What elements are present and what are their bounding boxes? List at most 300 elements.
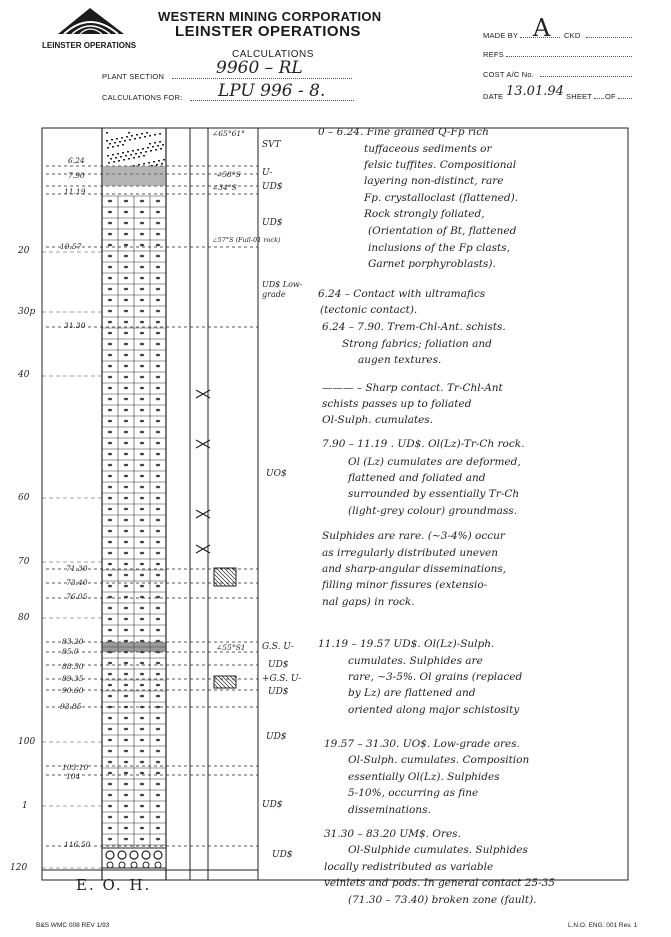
depth-label: 6.24: [68, 156, 85, 165]
olivine-grain: [108, 398, 112, 401]
olivine-grain: [124, 563, 128, 566]
sediment-speck: [143, 155, 145, 157]
olivine-grain: [140, 211, 144, 214]
olivine-grain: [108, 574, 112, 577]
olivine-grain: [156, 794, 160, 797]
olivine-grain: [140, 343, 144, 346]
sediment-speck: [141, 133, 143, 135]
olivine-grain: [156, 574, 160, 577]
note-line: cumulates. Sulphides are: [348, 655, 483, 667]
note-line: nal gaps) in rock.: [322, 596, 415, 608]
olivine-grain: [140, 673, 144, 676]
calculations-heading: CALCULATIONS: [232, 49, 314, 60]
sediment-speck: [124, 140, 126, 142]
unit-label: UO$: [266, 469, 287, 479]
olivine-grain: [156, 783, 160, 786]
olivine-grain: [108, 717, 112, 720]
note-line: ——— – Sharp contact. Tr-Chl-Ant: [322, 382, 503, 394]
olivine-grain: [108, 794, 112, 797]
sediment-speck: [153, 161, 155, 163]
sediment-speck: [107, 155, 109, 157]
olivine-grain: [156, 211, 160, 214]
sediment-speck: [110, 158, 112, 160]
olivine-grain: [108, 838, 112, 841]
olivine-grain: [156, 728, 160, 731]
olivine-grain: [140, 464, 144, 467]
olivine-grain: [108, 200, 112, 203]
olivine-grain: [156, 409, 160, 412]
olivine-grain: [108, 321, 112, 324]
sediment-speck: [128, 158, 130, 160]
olivine-grain: [124, 673, 128, 676]
note-line: essentially Ol(Lz). Sulphides: [348, 771, 500, 783]
olivine-grain: [156, 541, 160, 544]
sediment-speck: [163, 159, 165, 161]
note-line: 31.30 – 83.20 UM$. Ores.: [324, 828, 461, 840]
olivine-grain: [156, 695, 160, 698]
olivine-grain: [140, 442, 144, 445]
scale-label: 30p: [18, 307, 36, 317]
olivine-grain: [124, 497, 128, 500]
unit-label: UD$ Low-grade: [262, 280, 303, 299]
olivine-grain: [108, 618, 112, 621]
sediment-speck: [121, 137, 123, 139]
olivine-grain: [156, 563, 160, 566]
unit-label: UD$: [268, 660, 289, 670]
olivine-grain: [108, 277, 112, 280]
date-value: 13.01.94: [506, 84, 564, 99]
olivine-grain: [140, 519, 144, 522]
olivine-grain: [124, 684, 128, 687]
note-line: Sulphides are rare. (~3-4%) occur: [322, 530, 505, 542]
olivine-grain: [108, 761, 112, 764]
sediment-speck: [148, 162, 150, 164]
olivine-grain: [156, 750, 160, 753]
olivine-grain: [140, 618, 144, 621]
scale-label: 1: [22, 801, 28, 811]
olivine-grain: [108, 343, 112, 346]
plant-section-value: 9960 – RL: [216, 58, 303, 78]
olivine-grain: [140, 783, 144, 786]
olivine-grain: [108, 266, 112, 269]
sediment-speck: [122, 152, 124, 154]
sediment-speck: [160, 148, 162, 150]
olivine-grain: [140, 409, 144, 412]
depth-label: 31.30: [64, 321, 86, 330]
olivine-grain: [108, 816, 112, 819]
angle-label: ∠58°S: [216, 170, 241, 179]
sediment-speck: [155, 149, 157, 151]
olivine-grain: [140, 772, 144, 775]
olivine-grain: [124, 728, 128, 731]
olivine-grain: [124, 552, 128, 555]
olivine-grain: [156, 662, 160, 665]
sediment-speck: [112, 154, 114, 156]
olivine-grain: [124, 739, 128, 742]
scale-label: 40: [18, 370, 30, 380]
olivine-grain: [140, 761, 144, 764]
olivine-grain: [108, 728, 112, 731]
olivine-grain: [140, 387, 144, 390]
olivine-grain: [124, 354, 128, 357]
sediment-speck: [136, 134, 138, 136]
note-line: Garnet porphyroblasts).: [368, 258, 496, 270]
olivine-grain: [156, 739, 160, 742]
olivine-grain: [108, 739, 112, 742]
olivine-grain: [124, 662, 128, 665]
olivine-grain: [108, 288, 112, 291]
unit-label: +G.S. U-: [262, 674, 302, 684]
note-line: by Lz) are flattened and: [348, 687, 476, 699]
sediment-speck: [158, 160, 160, 162]
olivine-grain: [124, 530, 128, 533]
olivine-grain: [156, 376, 160, 379]
olivine-grain: [140, 574, 144, 577]
olivine-grain: [108, 409, 112, 412]
sediment-speck: [122, 144, 124, 146]
sediment-speck: [159, 141, 161, 143]
olivine-grain: [124, 255, 128, 258]
olivine-grain: [140, 563, 144, 566]
olivine-grain: [108, 662, 112, 665]
olivine-grain: [140, 486, 144, 489]
olivine-grain: [124, 222, 128, 225]
sediment-speck: [145, 151, 147, 153]
angle-label: ∠57°S (Full-01 rock): [212, 236, 281, 244]
olivine-grain: [124, 816, 128, 819]
olivine-grain: [108, 805, 112, 808]
olivine-grain: [124, 827, 128, 830]
sediment-speck: [125, 155, 127, 157]
olivine-grain: [124, 519, 128, 522]
logo-caption: LEINSTER OPERATIONS: [42, 41, 137, 50]
olivine-grain: [156, 453, 160, 456]
olivine-grain: [156, 805, 160, 808]
fault-hatch: [214, 578, 222, 586]
olivine-grain: [156, 585, 160, 588]
note-line: rare, ~3-5%. Ol grains (replaced: [348, 671, 523, 683]
note-line: locally redistributed as variable: [324, 861, 494, 873]
note-line: Rock strongly foliated,: [364, 208, 485, 220]
olivine-grain: [140, 354, 144, 357]
olivine-grain: [140, 552, 144, 555]
olivine-grain: [156, 486, 160, 489]
fault-hatch: [226, 676, 236, 686]
olivine-grain: [140, 376, 144, 379]
olivine-grain: [156, 717, 160, 720]
olivine-grain: [124, 442, 128, 445]
olivine-grain: [124, 475, 128, 478]
sediment-speck: [154, 142, 156, 144]
depth-label: 85.0: [62, 647, 79, 656]
olivine-grain: [108, 299, 112, 302]
olivine-grain: [140, 365, 144, 368]
olivine-grain: [124, 794, 128, 797]
olivine-grain: [108, 442, 112, 445]
olivine-grain: [140, 508, 144, 511]
calc-for-label: CALCULATIONS FOR:: [102, 93, 183, 102]
depth-label: 88.50: [62, 662, 84, 671]
note-line: 6.24 – 7.90. Trem-Chl-Ant. schists.: [322, 321, 506, 333]
olivine-grain: [124, 343, 128, 346]
note-line: Fp. crystalloclast (flattened).: [364, 192, 519, 204]
olivine-grain: [124, 541, 128, 544]
olivine-grain: [124, 453, 128, 456]
olivine-grain: [156, 266, 160, 269]
sediment-speck: [161, 163, 163, 165]
olivine-grain: [124, 761, 128, 764]
olivine-grain: [140, 530, 144, 533]
sediment-speck: [126, 136, 128, 138]
olivine-grain: [108, 387, 112, 390]
olivine-grain: [156, 398, 160, 401]
olivine-grain: [156, 475, 160, 478]
olivine-grain: [156, 827, 160, 830]
depth-label: 19.57: [60, 242, 82, 251]
olivine-grain: [124, 376, 128, 379]
olivine-grain: [108, 420, 112, 423]
sediment-speck: [131, 135, 133, 137]
sediment-speck: [138, 164, 140, 166]
olivine-grain: [156, 431, 160, 434]
depth-label: 71.30: [66, 564, 88, 573]
olivine-grain: [124, 783, 128, 786]
sheet-label: SHEET: [566, 92, 593, 101]
note-line: Strong fabrics; foliation and: [342, 338, 492, 350]
olivine-grain: [140, 805, 144, 808]
unit-label: G.S. U-: [262, 642, 294, 652]
olivine-grain: [108, 255, 112, 258]
sediment-speck: [118, 160, 120, 162]
olivine-grain: [156, 464, 160, 467]
sediment-speck: [150, 150, 152, 152]
operation-name: LEINSTER OPERATIONS: [175, 23, 361, 40]
ckd-label: CKD: [564, 31, 581, 40]
unit-label: UD$: [262, 218, 283, 228]
olivine-grain: [124, 431, 128, 434]
angle-label: ∠34°S: [212, 183, 237, 192]
olivine-grain: [108, 211, 112, 214]
olivine-grain: [140, 739, 144, 742]
scale-label: 20: [18, 246, 30, 256]
note-line: as irregularly distributed uneven: [322, 547, 499, 559]
sediment-speck: [139, 137, 141, 139]
olivine-grain: [124, 618, 128, 621]
olivine-grain: [108, 750, 112, 753]
olivine-grain: [156, 354, 160, 357]
olivine-grain: [156, 233, 160, 236]
olivine-grain: [108, 497, 112, 500]
note-line: 6.24 – Contact with ultramafics: [318, 288, 486, 300]
note-line: 7.90 – 11.19 . UD$. Ol(Lz)-Tr-Ch rock.: [322, 438, 525, 450]
olivine-grain: [140, 244, 144, 247]
olivine-grain: [124, 299, 128, 302]
note-line: Ol-Sulph. cumulates.: [322, 414, 434, 426]
olivine-grain: [124, 233, 128, 236]
olivine-grain: [140, 695, 144, 698]
scale-label: 70: [18, 557, 30, 567]
olivine-grain: [156, 772, 160, 775]
olivine-grain: [156, 299, 160, 302]
olivine-grain: [124, 387, 128, 390]
olivine-grain: [140, 266, 144, 269]
olivine-grain: [108, 783, 112, 786]
sediment-speck: [143, 163, 145, 165]
olivine-grain: [140, 607, 144, 610]
note-line: 0 – 6.24. Fine grained Q-Fp rich: [318, 126, 489, 138]
sediment-speck: [138, 156, 140, 158]
olivine-grain: [156, 387, 160, 390]
unit-label: UD$: [272, 850, 293, 860]
note-line: and sharp-angular disseminations,: [322, 563, 507, 575]
angle-label: ∠65°61°: [212, 129, 245, 138]
fault-hatch: [216, 568, 234, 586]
footer-form-code: B&S WMC 008 REV 1/93: [36, 922, 110, 929]
olivine-grain: [124, 695, 128, 698]
olivine-grain: [108, 453, 112, 456]
olivine-grain: [108, 464, 112, 467]
fault-hatch: [220, 568, 236, 584]
sediment-speck: [146, 132, 148, 134]
olivine-grain: [140, 728, 144, 731]
olivine-grain: [108, 772, 112, 775]
olivine-grain: [108, 585, 112, 588]
depth-label: 11.19: [64, 187, 86, 196]
unit-label: UD$: [262, 800, 283, 810]
note-line: tuffaceous sediments or: [364, 143, 492, 155]
depth-label: 83.20: [62, 637, 84, 646]
scale-label: 120: [10, 863, 28, 873]
sediment-speck: [132, 150, 134, 152]
olivine-grain: [140, 277, 144, 280]
end-of-hole-label: E. O. H.: [76, 876, 152, 894]
note-line: 19.57 – 31.30. UO$. Low-grade ores.: [324, 738, 520, 750]
sediment-speck: [120, 156, 122, 158]
olivine-grain: [124, 332, 128, 335]
sediment-speck: [157, 145, 159, 147]
olivine-grain: [156, 343, 160, 346]
depth-label: 103.10: [62, 763, 89, 772]
olivine-grain: [124, 717, 128, 720]
olivine-grain: [124, 244, 128, 247]
olivine-grain: [124, 288, 128, 291]
sediment-speck: [127, 151, 129, 153]
olivine-grain: [156, 816, 160, 819]
olivine-grain: [156, 442, 160, 445]
olivine-grain: [108, 244, 112, 247]
sediment-speck: [144, 136, 146, 138]
sediment-speck: [112, 146, 114, 148]
olivine-grain: [108, 827, 112, 830]
sediment-speck: [137, 149, 139, 151]
olivine-grain: [156, 244, 160, 247]
note-line: Ol (Lz) cumulates are deformed,: [348, 456, 521, 468]
olivine-grain: [140, 475, 144, 478]
sediment-speck: [142, 148, 144, 150]
depth-label: 7.90: [68, 171, 85, 180]
olivine-grain: [140, 431, 144, 434]
olivine-grain: [140, 684, 144, 687]
olivine-grain: [108, 431, 112, 434]
olivine-grain: [124, 629, 128, 632]
sediment-speck: [135, 153, 137, 155]
olivine-grain: [124, 200, 128, 203]
sediment-speck: [114, 142, 116, 144]
unit-label: U-: [262, 168, 273, 178]
olivine-grain: [108, 475, 112, 478]
olivine-grain: [124, 420, 128, 423]
olivine-grain: [108, 222, 112, 225]
olivine-grain: [124, 486, 128, 489]
olivine-grain: [156, 508, 160, 511]
unit-label: SVT: [262, 140, 281, 150]
sediment-speck: [128, 132, 130, 134]
note-line: felsic tuffites. Compositional: [364, 159, 517, 171]
fault-zone-box: [214, 676, 236, 688]
olivine-grain: [140, 299, 144, 302]
sediment-speck: [115, 157, 117, 159]
olivine-grain: [108, 365, 112, 368]
olivine-grain: [124, 574, 128, 577]
sediment-speck: [147, 147, 149, 149]
olivine-grain: [140, 585, 144, 588]
olivine-grain: [108, 684, 112, 687]
olivine-grain: [140, 255, 144, 258]
olivine-grain: [140, 420, 144, 423]
olivine-grain: [156, 200, 160, 203]
olivine-grain: [156, 420, 160, 423]
sediment-speck: [133, 157, 135, 159]
olivine-grain: [140, 222, 144, 225]
of-label: OF: [605, 92, 616, 101]
olivine-grain: [156, 288, 160, 291]
olivine-grain: [108, 530, 112, 533]
olivine-grain: [108, 673, 112, 676]
olivine-grain: [124, 211, 128, 214]
olivine-grain: [108, 354, 112, 357]
olivine-grain: [156, 497, 160, 500]
olivine-grain: [140, 310, 144, 313]
olivine-grain: [140, 794, 144, 797]
olivine-grain: [124, 365, 128, 368]
note-line: oriented along major schistosity: [348, 704, 520, 716]
olivine-grain: [124, 772, 128, 775]
olivine-grain: [156, 365, 160, 368]
olivine-grain: [156, 530, 160, 533]
olivine-grain: [124, 266, 128, 269]
olivine-grain: [108, 629, 112, 632]
sediment-speck: [149, 143, 151, 145]
sheared-interval: [102, 642, 166, 652]
note-line: (light-grey colour) groundmass.: [348, 505, 518, 517]
sediment-speck: [106, 132, 108, 134]
olivine-grain: [124, 398, 128, 401]
sediment-speck: [140, 152, 142, 154]
olivine-grain: [140, 816, 144, 819]
olivine-grain: [140, 827, 144, 830]
olivine-grain: [156, 321, 160, 324]
scale-label: 60: [18, 493, 30, 503]
olivine-grain: [156, 255, 160, 258]
note-line: schists passes up to foliated: [322, 398, 472, 410]
sediment-speck: [113, 161, 115, 163]
olivine-grain: [140, 332, 144, 335]
olivine-grain: [140, 288, 144, 291]
olivine-grain: [156, 552, 160, 555]
unit-label: UD$: [262, 182, 283, 192]
depth-label: 90.60: [62, 686, 84, 695]
footer-doc-code: L.N.O. ENG. 001 Rev. 1: [568, 922, 638, 929]
